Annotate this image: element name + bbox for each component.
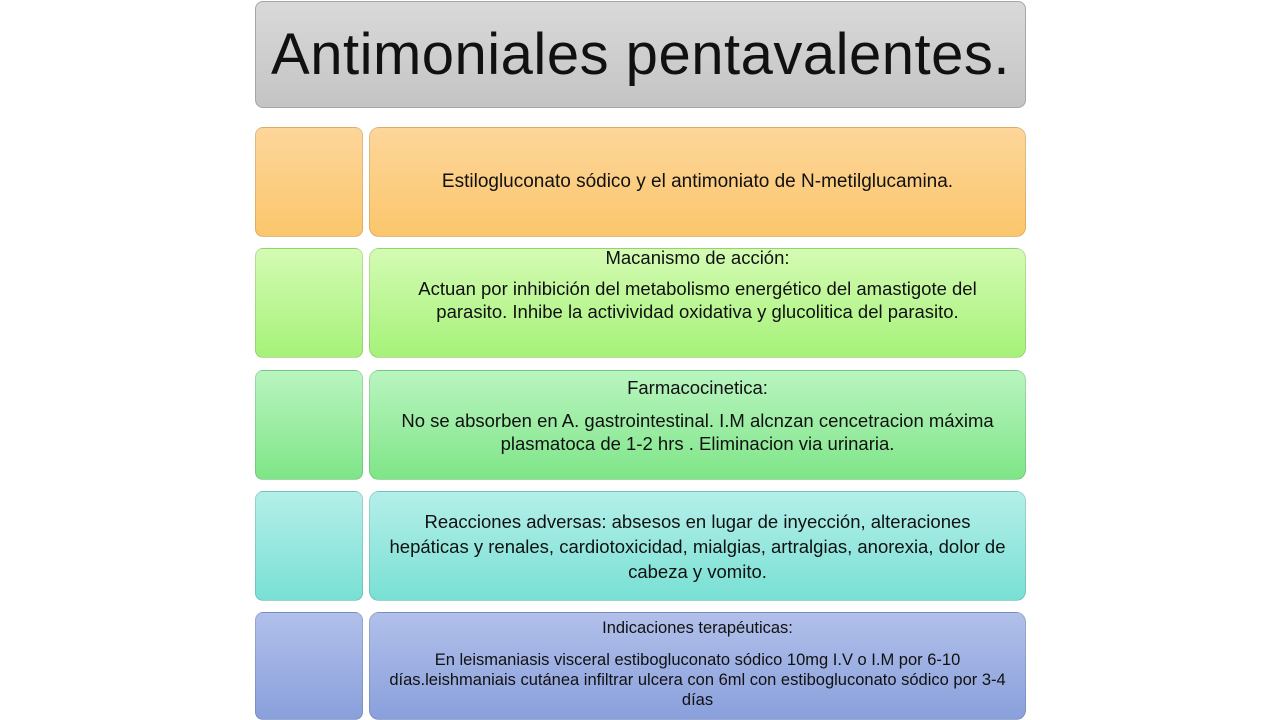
- row-marker: [255, 248, 363, 358]
- row-composition: [255, 127, 1026, 237]
- row-marker: [255, 127, 363, 237]
- row-indications: [255, 612, 1026, 720]
- row-body: Actuan por inhibición del metabolismo energético del amastigote del parasito. Inhibe la activividad oxidativa y glucolitica del parasito.: [418, 278, 977, 322]
- slide-title: Antimoniales pentavalentes.: [271, 22, 1010, 87]
- row-mechanism: [255, 248, 1026, 358]
- row-content: [369, 491, 1026, 601]
- row-marker: [255, 612, 363, 720]
- row-content: [369, 127, 1026, 237]
- row-body: Reacciones adversas: absesos en lugar de inyección, alteraciones hepáticas y renales, cardiotoxicidad, mialgias, artralgias, anorexia, dolor de cabeza y vomito.: [389, 510, 1006, 582]
- title-box: [255, 1, 1026, 108]
- row-body: No se absorben en A. gastrointestinal. I.M alcnzan cencetracion máxima plasmatoca de 1-2 hrs . Eliminacion via urinaria.: [401, 410, 994, 454]
- row-body: Estilogluconato sódico y el antimoniato de N-metilglucamina.: [441, 171, 954, 192]
- row-content: [369, 612, 1026, 720]
- row-content: [369, 248, 1026, 358]
- row-heading: Farmacocinetica:: [627, 377, 768, 398]
- row-adverse-reactions: [255, 491, 1026, 601]
- row-heading: Macanismo de acción:: [605, 247, 790, 268]
- row-pharmacokinetics: [255, 370, 1026, 480]
- row-heading: Indicaciones terapéuticas:: [602, 619, 793, 637]
- row-marker: [255, 491, 363, 601]
- row-body: En leismaniasis visceral estibogluconato sódico 10mg I.V o I.M por 6-10 días.leishmaniais cutánea infiltrar ulcera con 6ml con estibogluconato sódico por 3-4 días: [389, 651, 1006, 709]
- row-marker: [255, 370, 363, 480]
- row-content: [369, 370, 1026, 480]
